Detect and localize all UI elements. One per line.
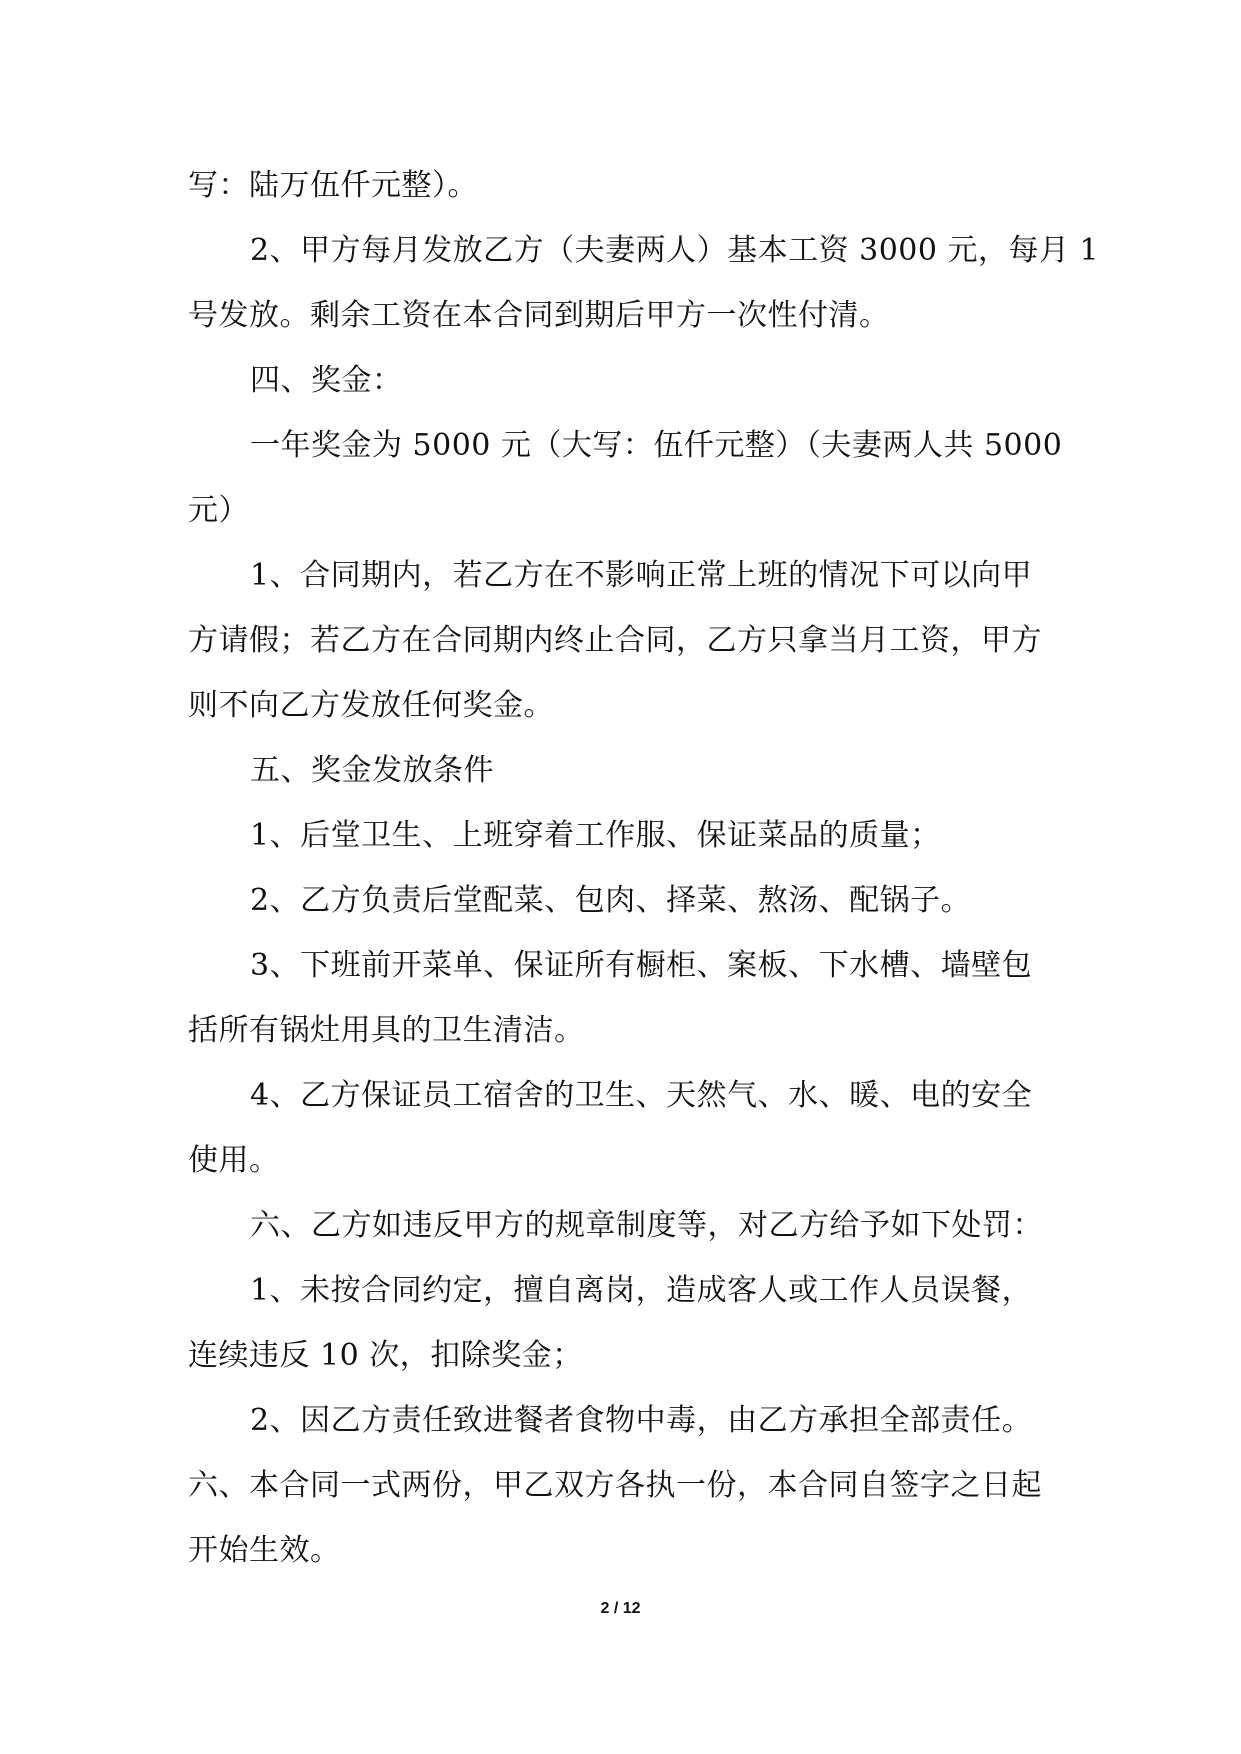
text-line: 方请假；若乙方在合同期内终止合同，乙方只拿当月工资，甲方 [188,623,1042,658]
text-line: 开始生效。 [188,1533,341,1568]
text-line: 1、合同期内，若乙方在不影响正常上班的情况下可以向甲 [250,558,1033,593]
text-line: 1、未按合同约定，擅自离岗，造成客人或工作人员误餐， [250,1273,1033,1308]
text-line: 写：陆万伍仟元整）。 [188,168,478,203]
text-line: 使用。 [188,1143,280,1178]
text-line: 2、乙方负责后堂配菜、包肉、择菜、熬汤、配锅子。 [250,883,972,918]
text-line: 元） [188,493,249,528]
document-body [188,153,1100,1583]
text-line: 2、甲方每月发放乙方（夫妻两人）基本工资 3000 元，每月 1 [250,233,1100,268]
text-line: 一年奖金为 5000 元（大写：伍仟元整）（夫妻两人共 5000 [250,428,1063,463]
section-heading: 六、乙方如违反甲方的规章制度等，对乙方给予如下处罚： [250,1208,1043,1243]
text-line: 2、因乙方责任致进餐者食物中毒，由乙方承担全部责任。 [250,1403,1033,1438]
text-line: 1、后堂卫生、上班穿着工作服、保证菜品的质量； [250,818,941,853]
section-heading: 五、奖金发放条件 [250,753,494,788]
page-number: 2 / 12 [600,1600,641,1617]
text-line: 号发放。剩余工资在本合同到期后甲方一次性付清。 [188,298,890,333]
section-heading: 四、奖金： [250,363,403,398]
section-heading: 六、本合同一式两份，甲乙双方各执一份，本合同自签字之日起 [188,1468,1042,1503]
text-line: 括所有锅灶用具的卫生清洁。 [188,1013,585,1048]
text-line: 连续违反 10 次，扣除奖金； [188,1338,583,1373]
text-line: 3、下班前开菜单、保证所有橱柜、案板、下水槽、墙壁包 [250,948,1033,983]
text-line: 4、乙方保证员工宿舍的卫生、天然气、水、暖、电的安全 [250,1078,1033,1113]
text-line: 则不向乙方发放任何奖金。 [188,688,554,723]
